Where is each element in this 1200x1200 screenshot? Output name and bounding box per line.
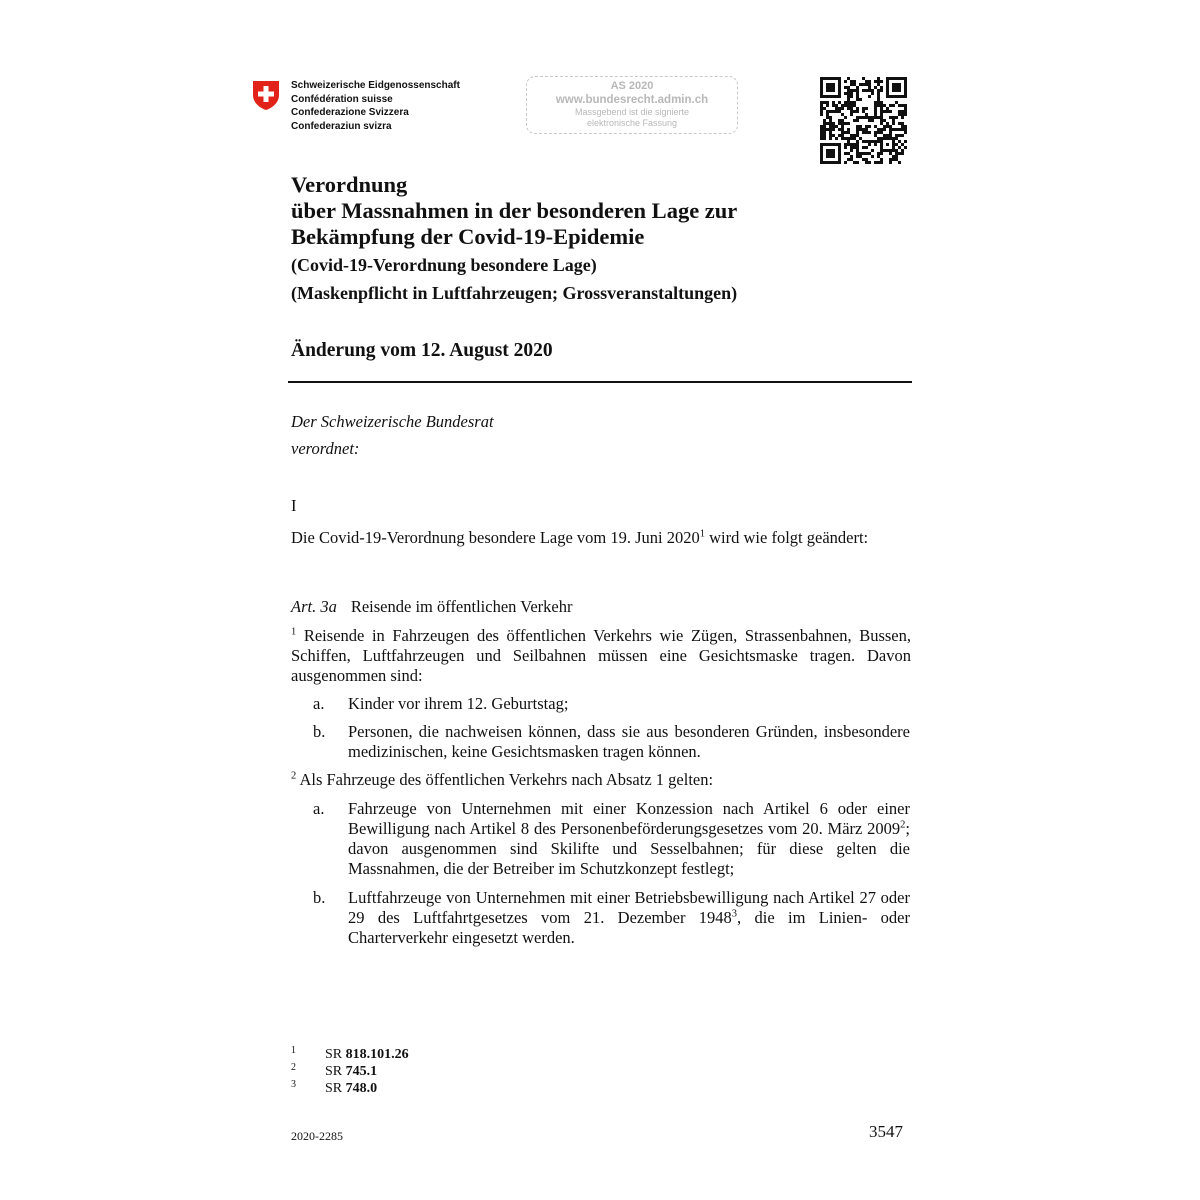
footnote-number: 2: [291, 1062, 296, 1073]
document-number: 2020-2285: [291, 1129, 343, 1143]
paragraph-2: [291, 770, 911, 790]
issuing-authority: Der Schweizerische Bundesrat: [291, 412, 494, 431]
intro-text: Die Covid-19-Verordnung besondere Lage vom 19. Juni 2020: [291, 528, 700, 547]
list-item-text-end: ; davon ausgenommen sind Skilifte und Sesselbahnen; für diese gelten die Massnahmen, die der Betreiber im Schutzkonzept festlegt;: [348, 819, 910, 878]
footnote-reference: 818.101.26: [345, 1047, 409, 1062]
title-line-1: Verordnung: [291, 172, 408, 197]
footnote-number: 1: [291, 1045, 296, 1056]
title-divider: [288, 381, 912, 383]
intro-paragraph: [291, 528, 911, 548]
federation-name-fr: Confédération suisse: [291, 93, 393, 105]
footnote-prefix: SR: [325, 1047, 346, 1062]
footnote-ref-1: 1: [699, 528, 706, 540]
list-item-label: a.: [313, 694, 325, 713]
enacting-verb: verordnet:: [291, 439, 360, 458]
footnote-prefix: SR: [325, 1081, 346, 1096]
footnote-2: [325, 1063, 377, 1080]
list-item: [348, 799, 910, 879]
footnote-prefix: SR: [325, 1064, 346, 1079]
federation-name-de: Schweizerische Eidgenossenschaft: [291, 80, 460, 91]
paragraph-2-text: Als Fahrzeuge des öffentlichen Verkehrs nach Absatz 1 gelten:: [296, 770, 714, 789]
paragraph-1: [291, 626, 911, 686]
article-number: Art. 3a: [291, 597, 337, 616]
footnote-ref-2: 2: [900, 819, 906, 831]
federation-name-rm: Confederaziun svizra: [291, 120, 392, 132]
title-line-3: Bekämpfung der Covid-19-Epidemie: [291, 224, 645, 249]
qr-code-icon: [820, 77, 907, 164]
article-heading: [291, 597, 572, 617]
swiss-coat-of-arms-icon: [252, 80, 280, 111]
list-item: [348, 888, 910, 948]
intro-text-end: wird wie folgt geändert:: [705, 528, 869, 547]
footnote-ref-3: 3: [731, 908, 738, 920]
footnote-3: [325, 1080, 377, 1097]
footnote-1: [325, 1046, 409, 1063]
stamp-url: www.bundesrecht.admin.ch: [555, 94, 709, 106]
list-item: Kinder vor ihrem 12. Geburtstag;: [348, 694, 569, 713]
title-line-2: über Massnahmen in der besonderen Lage zur: [291, 198, 738, 223]
list-item: Personen, die nachweisen können, dass sie aus besonderen Gründen, insbesondere medizinischen, keine Gesichtsmasken tragen können.: [348, 722, 910, 761]
paragraph-1-text: Reisende in Fahrzeugen des öffentlichen Verkehrs wie Zügen, Strassenbahnen, Bussen, Schiffen, Luftfahrzeugen und Seilbahnen müssen eine Gesichtsmaske tragen. Davon ausgenommen sind:: [291, 626, 911, 685]
federation-names: [291, 79, 460, 133]
section-number: I: [291, 496, 297, 515]
list-item-text: Luftfahrzeuge von Unternehmen mit einer Betriebsbewilligung nach Artikel 27 oder 29 des Luftfahrtgesetzes vom 21. Dezember 1948: [348, 888, 910, 927]
stamp-note-2: elektronische Fassung: [586, 117, 678, 128]
list-item-text-end: , die im Linien- oder Charterverkehr eingesetzt werden.: [348, 908, 910, 947]
footnote-reference: 745.1: [345, 1064, 378, 1079]
list-item-label: a.: [313, 799, 325, 818]
paragraph-1-number: 1: [291, 626, 297, 638]
paragraph-2-number: 2: [291, 770, 297, 782]
page-number: 3547: [869, 1122, 903, 1141]
amendment-subject: (Maskenpflicht in Luftfahrzeugen; Grossveranstaltungen): [291, 283, 738, 303]
stamp-collection: AS 2020: [610, 80, 654, 92]
document-title: [291, 172, 737, 250]
federation-name-it: Confederazione Svizzera: [291, 107, 409, 118]
footnote-reference: 748.0: [345, 1081, 378, 1096]
stamp-note-1: Massgebend ist die signierte: [574, 107, 690, 117]
list-item-text: Fahrzeuge von Unternehmen mit einer Konzession nach Artikel 6 oder einer Bewilligung nach Artikel 8 des Personenbeförderungsgesetzes vom 20. März 2009: [348, 799, 910, 838]
official-publication-stamp: [526, 76, 738, 134]
amendment-date: Änderung vom 12. August 2020: [291, 340, 553, 361]
article-title: Reisende im öffentlichen Verkehr: [350, 597, 573, 616]
list-item-label: b.: [313, 722, 326, 741]
footnote-number: 3: [291, 1079, 296, 1090]
list-item-label: b.: [313, 888, 326, 907]
short-title: (Covid-19-Verordnung besondere Lage): [291, 255, 597, 275]
